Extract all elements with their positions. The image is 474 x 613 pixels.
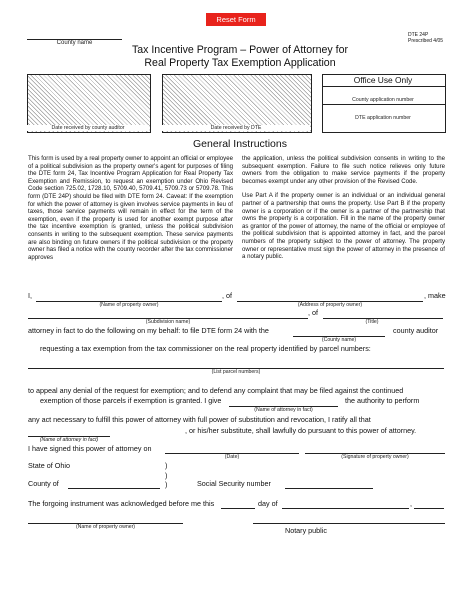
attorney-sentence: attorney in fact to do the following on my behalf: to file DTE form 24 with the (28, 326, 269, 335)
owner-name-caption-2: (Name of property owner) (75, 524, 136, 530)
of-label-2: , of (308, 308, 318, 317)
acknowledged-sentence: The forgoing instrument was acknowledged before me this (28, 499, 215, 508)
month-field[interactable] (282, 508, 409, 509)
parcel-numbers-caption: (List parcel numbers) (211, 369, 261, 375)
bracket-2: ) (165, 471, 168, 480)
instructions-paragraph: This form is used by a real property owner to appoint an official or employee of a political subdivision as the property owner's agent for purposes of filing the DTE form 24, Tax Incentive Program Application for Real Property Tax Exemption and Remission, to request an exemption under Ohio Revised Code section 725.02, 1728.10, 5709.40, 5709.41, 5709.73 or 5709.78. This form (DTE 24P) should be filed with DTE form 24. Caveat: If the exemption for which the power of attorney is given involves service payments in lieu of taxes, those service payments will remain in effect for the term of the exemption, even if the property is used for another exempt purpose after the tax incentive exemption is granted, unless the political subdivision consents in writing to the subsequent exemption. These service payments are also binding on future owners if the political subdivision or the property owner has filed a notice with the county recorder after the tax commissioner approves (28, 155, 233, 261)
requesting-sentence: requesting a tax exemption from the tax commissioner on the real property identified by parcel numbers: (40, 344, 371, 353)
make-label: , make (424, 291, 446, 300)
title-line-1: Tax Incentive Program – Power of Attorney for (131, 44, 349, 56)
day-of-label: day of (258, 499, 278, 508)
notary-public-label: Notary public (285, 526, 327, 535)
ssn-label: Social Security number (197, 479, 271, 488)
any-act-sentence: any act necessary to fulfill this power of attorney with full power of substitution and revocation, I ratify all that (28, 415, 371, 424)
county-auditor-received-label: Date received by county auditor (27, 125, 149, 131)
county-of-label: County of (28, 479, 59, 488)
county-name-label: County name (56, 40, 93, 46)
county-application-number-label: County application number (352, 97, 414, 103)
prescribed-date: Prescribed 4/05 (408, 38, 444, 44)
signed-on-label: I have signed this power of attorney on (28, 444, 152, 453)
instructions-heading: General Instructions (193, 138, 287, 150)
bracket-3: ) (165, 480, 168, 489)
ssn-field[interactable] (285, 488, 373, 489)
title-line-2: Real Property Tax Exemption Application (144, 57, 336, 69)
attorney-name-caption: (Name of attorney in fact) (254, 407, 313, 413)
dte-application-number-label: DTE application number (355, 115, 411, 121)
office-use-heading: Office Use Only (353, 75, 413, 85)
county-name-caption: (County name) (321, 337, 357, 343)
subdivision-name-caption: (Subdivision name) (145, 319, 191, 325)
comma-label: , (410, 499, 412, 508)
owner-signature-caption: (Signature of property owner) (341, 454, 409, 460)
owner-name-caption: (Name of property owner) (99, 302, 159, 308)
his-her-sentence: , or his/her substitute, shall lawfully do pursuant to this power of attorney. (185, 426, 417, 435)
owner-address-caption: (Address of property owner) (297, 302, 363, 308)
form-id: DTE 24P (408, 32, 429, 38)
title-caption: (Title) (365, 319, 379, 325)
county-of-field[interactable] (68, 488, 160, 489)
i-label: I, (28, 291, 32, 300)
bracket-1: ) (165, 461, 168, 470)
year-field[interactable] (414, 508, 444, 509)
instructions-col-2 (242, 155, 445, 268)
office-use-divider (322, 86, 445, 87)
appeal-line-2: exemption of those parcels if exemption is granted. I give (40, 396, 222, 405)
day-field[interactable] (221, 508, 255, 509)
attorney-name-caption-2: (Name of attorney in fact) (39, 437, 99, 443)
page-title (100, 44, 380, 70)
reset-form-button[interactable]: Reset Form (206, 13, 266, 26)
dte-received-label: Date received by DTE (162, 125, 310, 131)
instructions-paragraph: the application, unless the political subdivision consents in writing to the subsequent exemption. Failure to file such notice relieves only future owners from the obligation to make service payments if the property becomes exempt under any other provision of the Revised Code. (242, 155, 445, 185)
office-use-divider-2 (322, 104, 445, 105)
notary-signature-field[interactable] (253, 523, 445, 524)
appeal-line-1: to appeal any denial of the request for exemption; and to defend any complaint that may be filed against the continued (28, 386, 404, 395)
county-auditor-label: county auditor (393, 326, 439, 335)
authority-label: the authority to perform (345, 396, 420, 405)
state-of-ohio: State of Ohio (28, 461, 70, 470)
instructions-paragraph: Use Part A if the property owner is an individual or an individual general partner of a partnership that owns the property. Use Part B if the property owner is a corporation or if the owner is a partner of the partnership that owns the property is a corporation. Fill in the name of the property owner as grantor of the power of attorney, the name of the official or employee of the political subdivision that is appointed attorney in fact, and the parcel numbers of the property subject to the power of attorney. The property owner or representative must sign the power of attorney in the presence of a notary public. (242, 192, 445, 261)
date-caption: (Date) (224, 454, 240, 460)
of-label: , of (222, 291, 232, 300)
instructions-col-1 (28, 155, 233, 268)
